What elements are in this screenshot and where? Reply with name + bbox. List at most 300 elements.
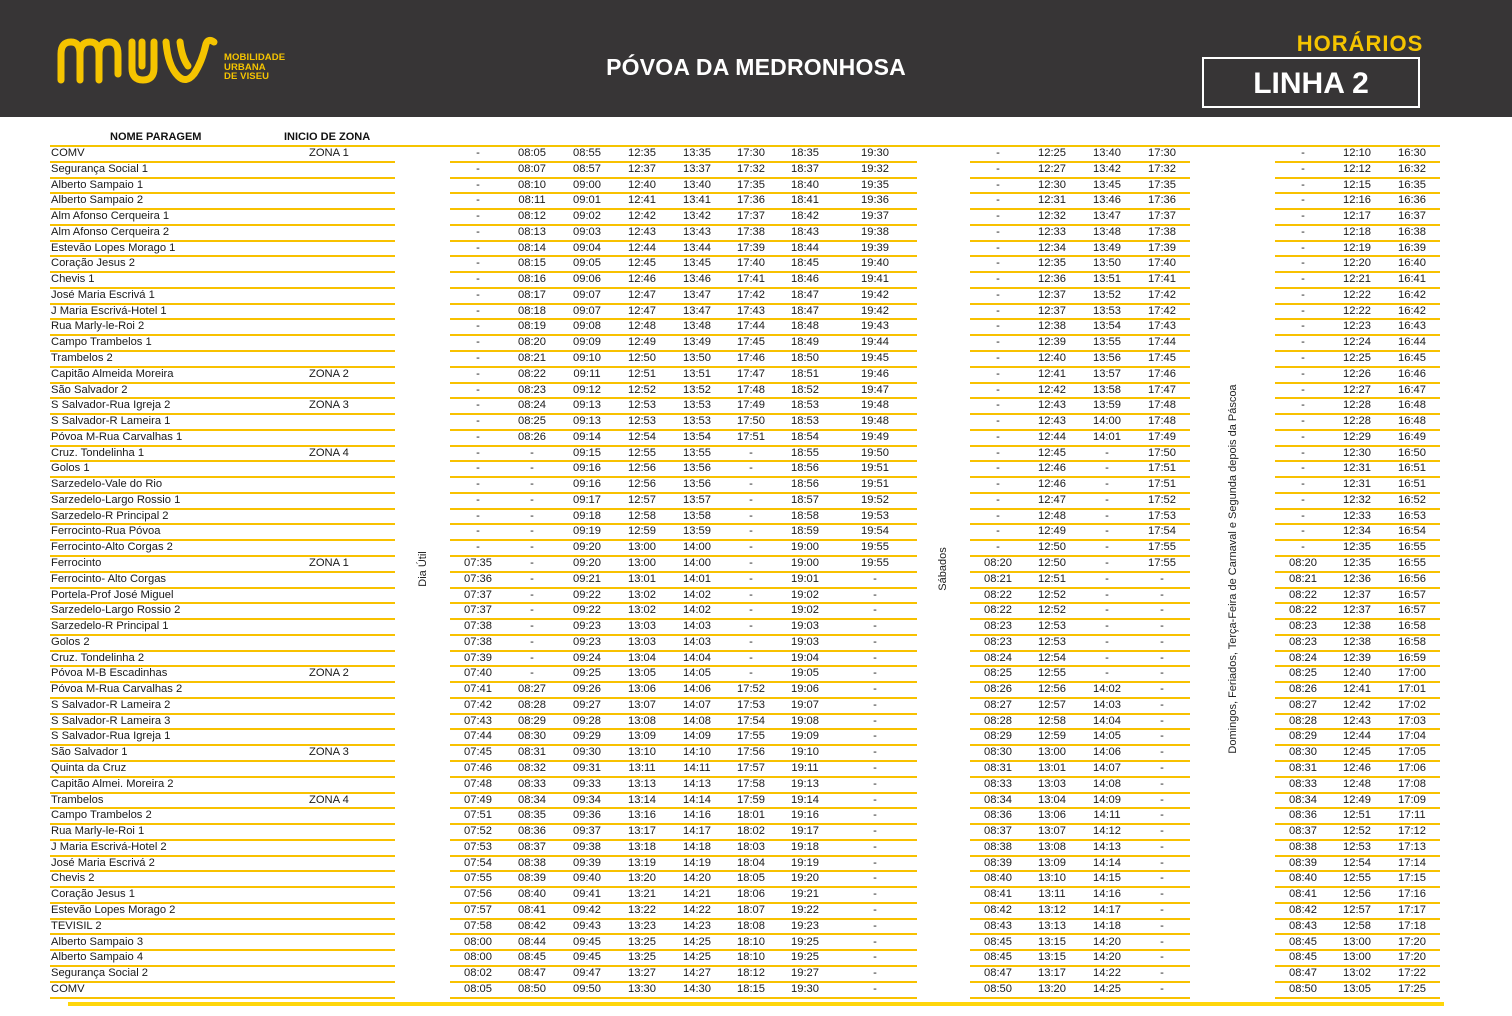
weekday-time: 12:47	[628, 304, 656, 317]
saturday-time: 08:47	[984, 967, 1012, 980]
table-row	[0, 809, 1512, 825]
stop-name: Alm Afonso Cerqueira 1	[51, 210, 170, 223]
saturday-time: -	[1160, 777, 1164, 790]
weekday-time: 17:35	[737, 178, 765, 191]
table-row	[0, 620, 1512, 636]
weekday-time: 18:47	[791, 304, 819, 317]
weekday-time: 09:04	[573, 241, 601, 254]
saturday-time: 12:43	[1038, 415, 1066, 428]
weekday-time: -	[530, 667, 534, 680]
saturday-time: 12:27	[1038, 162, 1066, 175]
weekday-time: 08:29	[518, 714, 546, 727]
stop-name: Coração Jesus 1	[51, 888, 135, 901]
weekday-time: -	[873, 919, 877, 932]
saturday-time: -	[996, 162, 1000, 175]
weekday-time: 08:18	[518, 304, 546, 317]
stop-name: COMV	[51, 147, 85, 159]
saturday-time: 17:43	[1148, 320, 1176, 333]
saturday-time: 08:25	[984, 667, 1012, 680]
weekday-time: 13:51	[683, 367, 711, 380]
weekday-time: 09:29	[573, 730, 601, 743]
saturday-time: 08:26	[984, 683, 1012, 696]
weekday-time: 19:00	[791, 541, 819, 554]
weekday-time: 17:49	[737, 399, 765, 412]
stop-name: São Salvador 1	[51, 746, 128, 759]
weekday-time: 19:01	[791, 572, 819, 585]
weekday-time: 19:25	[791, 935, 819, 948]
group-label-sunday-holidays: Domingos, Feriados, Terça-Feira de Carnaval e Segunda depois da Páscoa	[1227, 384, 1239, 754]
weekday-time: 13:45	[683, 257, 711, 270]
weekday-time: 19:51	[861, 478, 889, 491]
page-title: PÓVOA DA MEDRONHOSA	[606, 54, 906, 80]
weekday-time: 08:00	[464, 935, 492, 948]
sunday-time: 16:55	[1398, 541, 1426, 554]
saturday-time: 17:53	[1148, 509, 1176, 522]
weekday-time: -	[476, 383, 480, 396]
sunday-time: 12:41	[1343, 683, 1371, 696]
stop-name: São Salvador 2	[51, 383, 128, 396]
weekday-time: 09:08	[573, 320, 601, 333]
stop-name: S Salvador-Rua Igreja 1	[51, 730, 171, 743]
weekday-time: 19:14	[791, 793, 819, 806]
weekday-time: 09:13	[573, 415, 601, 428]
weekday-time: 08:57	[573, 162, 601, 175]
stop-name: Ferrocinto- Alto Corgas	[51, 572, 167, 585]
weekday-time: 13:08	[628, 714, 656, 727]
saturday-time: 12:34	[1038, 241, 1066, 254]
weekday-time: 19:22	[791, 903, 819, 916]
saturday-time: -	[1160, 730, 1164, 743]
weekday-time: -	[476, 462, 480, 475]
weekday-time: 19:45	[861, 352, 889, 364]
table-row	[0, 478, 1512, 494]
row-rule	[1275, 997, 1440, 999]
table-row	[0, 778, 1512, 794]
saturday-time: 14:07	[1093, 762, 1121, 775]
saturday-time: -	[996, 415, 1000, 428]
weekday-time: 12:49	[628, 336, 656, 349]
weekday-time: -	[530, 604, 534, 617]
sunday-time: 17:22	[1398, 967, 1426, 980]
sunday-time: -	[1301, 541, 1305, 554]
weekday-time: 13:02	[628, 604, 656, 617]
weekday-time: -	[530, 446, 534, 459]
saturday-time: 13:42	[1093, 162, 1121, 175]
sunday-time: 12:23	[1343, 320, 1371, 333]
saturday-time: -	[996, 525, 1000, 538]
weekday-time: 18:35	[791, 147, 819, 159]
saturday-time: -	[996, 147, 1000, 159]
sunday-time: 17:01	[1398, 683, 1426, 696]
row-rule	[50, 997, 395, 999]
weekday-time: 17:42	[737, 288, 765, 301]
table-row	[0, 920, 1512, 936]
saturday-time: 08:22	[984, 588, 1012, 601]
table-row	[0, 226, 1512, 242]
weekday-time: -	[476, 352, 480, 364]
weekday-time: -	[476, 493, 480, 506]
saturday-time: -	[1160, 604, 1164, 617]
weekday-time: -	[873, 856, 877, 869]
sunday-time: 08:31	[1289, 762, 1317, 775]
sunday-time: -	[1301, 462, 1305, 475]
sunday-time: 12:27	[1343, 383, 1371, 396]
sunday-time: 12:55	[1343, 872, 1371, 885]
table-row	[0, 573, 1512, 589]
weekday-time: -	[873, 935, 877, 948]
sunday-time: 12:30	[1343, 446, 1371, 459]
saturday-time: 13:48	[1093, 225, 1121, 238]
sunday-time: 16:39	[1398, 241, 1426, 254]
table-row	[0, 368, 1512, 384]
weekday-time: 12:43	[628, 225, 656, 238]
weekday-time: 18:01	[737, 809, 765, 822]
sunday-time: 12:28	[1343, 415, 1371, 428]
weekday-time: -	[530, 493, 534, 506]
weekday-time: 09:28	[573, 714, 601, 727]
weekday-time: -	[476, 525, 480, 538]
table-row	[0, 841, 1512, 857]
sunday-time: 16:45	[1398, 352, 1426, 364]
weekday-time: 07:40	[464, 667, 492, 680]
table-row	[0, 652, 1512, 668]
saturday-time: 12:30	[1038, 178, 1066, 191]
sunday-time: 12:45	[1343, 746, 1371, 759]
sunday-time: 16:57	[1398, 604, 1426, 617]
saturday-time: 17:46	[1148, 367, 1176, 380]
line-badge	[1202, 57, 1420, 108]
weekday-time: 14:21	[683, 888, 711, 901]
weekday-time: 07:37	[464, 604, 492, 617]
saturday-time: -	[1160, 935, 1164, 948]
weekday-time: 13:30	[628, 982, 656, 995]
weekday-time: 07:41	[464, 683, 492, 696]
weekday-time: 09:06	[573, 273, 601, 286]
stop-name: Capitão Almeida Moreira	[51, 367, 174, 380]
saturday-time: 13:40	[1093, 147, 1121, 159]
weekday-time: 09:16	[573, 478, 601, 491]
weekday-time: -	[476, 288, 480, 301]
weekday-time: 08:50	[518, 982, 546, 995]
weekday-time: -	[873, 651, 877, 664]
weekday-time: 14:25	[683, 935, 711, 948]
weekday-time: -	[873, 604, 877, 617]
weekday-time: 13:21	[628, 888, 656, 901]
saturday-time: 14:08	[1093, 777, 1121, 790]
weekday-time: 08:27	[518, 683, 546, 696]
saturday-time: 13:10	[1038, 872, 1066, 885]
weekday-time: 18:42	[791, 210, 819, 223]
weekday-time: 19:20	[791, 872, 819, 885]
weekday-time: 17:39	[737, 241, 765, 254]
weekday-time: 18:55	[791, 446, 819, 459]
weekday-time: 12:35	[628, 147, 656, 159]
weekday-time: 18:15	[737, 982, 765, 995]
weekday-time: 08:24	[518, 399, 546, 412]
saturday-time: -	[1160, 762, 1164, 775]
saturday-time: 12:47	[1038, 493, 1066, 506]
saturday-time: -	[1160, 809, 1164, 822]
sunday-time: 12:22	[1343, 304, 1371, 317]
weekday-time: 14:04	[683, 651, 711, 664]
weekday-time: 09:21	[573, 572, 601, 585]
weekday-time: 19:03	[791, 635, 819, 648]
weekday-time: 18:40	[791, 178, 819, 191]
weekday-time: 09:02	[573, 210, 601, 223]
weekday-time: 12:41	[628, 194, 656, 207]
stop-name: Rua Marly-le-Roi 2	[51, 320, 145, 333]
weekday-time: 14:23	[683, 919, 711, 932]
weekday-time: 13:02	[628, 588, 656, 601]
sunday-time: 16:37	[1398, 210, 1426, 223]
sunday-time: 16:48	[1398, 399, 1426, 412]
sunday-time: 16:36	[1398, 194, 1426, 207]
sunday-time: 16:50	[1398, 446, 1426, 459]
saturday-time: 13:49	[1093, 241, 1121, 254]
weekday-time: 13:40	[683, 178, 711, 191]
sunday-time: 17:20	[1398, 951, 1426, 964]
weekday-time: 13:35	[683, 147, 711, 159]
stop-name: Sarzedelo-R Principal 2	[51, 509, 169, 522]
saturday-time: 13:54	[1093, 320, 1121, 333]
sunday-time: 16:47	[1398, 383, 1426, 396]
weekday-time: 09:24	[573, 651, 601, 664]
weekday-time: 09:41	[573, 888, 601, 901]
stop-name: Sarzedelo-Largo Rossio 1	[51, 493, 181, 506]
stop-name: Póvoa M-Rua Carvalhas 1	[51, 430, 183, 443]
stop-name: Golos 2	[51, 635, 90, 648]
weekday-time: 12:59	[628, 525, 656, 538]
saturday-time: 14:15	[1093, 872, 1121, 885]
weekday-time: 09:45	[573, 935, 601, 948]
saturday-time: 12:57	[1038, 698, 1066, 711]
weekday-time: 14:06	[683, 683, 711, 696]
saturday-time: -	[996, 493, 1000, 506]
stop-name: José Maria Escrivá 1	[51, 288, 155, 301]
zone-start: ZONA 1	[309, 557, 349, 570]
horarios-label: HORÁRIOS	[1296, 31, 1424, 56]
weekday-time: 07:43	[464, 714, 492, 727]
stop-name: Golos 1	[51, 462, 90, 475]
weekday-time: 09:43	[573, 919, 601, 932]
sunday-time: -	[1301, 399, 1305, 412]
weekday-time: -	[476, 367, 480, 380]
weekday-time: 09:03	[573, 225, 601, 238]
weekday-time: -	[873, 793, 877, 806]
saturday-time: 12:40	[1038, 352, 1066, 364]
saturday-time: -	[996, 320, 1000, 333]
saturday-time: 13:57	[1093, 367, 1121, 380]
sunday-time: 12:37	[1343, 588, 1371, 601]
sunday-time: 08:34	[1289, 793, 1317, 806]
weekday-time: 12:53	[628, 415, 656, 428]
weekday-time: 14:18	[683, 840, 711, 853]
weekday-time: 13:27	[628, 967, 656, 980]
sunday-time: 08:45	[1289, 935, 1317, 948]
weekday-time: 14:07	[683, 698, 711, 711]
sunday-time: 12:54	[1343, 856, 1371, 869]
weekday-time: 17:43	[737, 304, 765, 317]
table-row	[0, 888, 1512, 904]
saturday-time: 14:09	[1093, 793, 1121, 806]
weekday-time: 19:27	[791, 967, 819, 980]
weekday-time: 13:42	[683, 210, 711, 223]
saturday-time: 12:53	[1038, 620, 1066, 633]
weekday-time: 07:51	[464, 809, 492, 822]
table-row	[0, 320, 1512, 336]
weekday-time: 09:07	[573, 304, 601, 317]
weekday-time: 18:49	[791, 336, 819, 349]
saturday-time: -	[996, 430, 1000, 443]
weekday-time: 17:47	[737, 367, 765, 380]
weekday-time: 14:00	[683, 541, 711, 554]
saturday-time: 13:15	[1038, 935, 1066, 948]
sunday-time: -	[1301, 509, 1305, 522]
sunday-time: 12:39	[1343, 651, 1371, 664]
sunday-time: 12:35	[1343, 541, 1371, 554]
table-row	[0, 525, 1512, 541]
weekday-time: 07:52	[464, 825, 492, 838]
saturday-time: -	[996, 446, 1000, 459]
weekday-time: 08:41	[518, 903, 546, 916]
weekday-time: 19:36	[861, 194, 889, 207]
weekday-time: -	[476, 336, 480, 349]
weekday-time: 12:37	[628, 162, 656, 175]
sunday-time: 08:33	[1289, 777, 1317, 790]
weekday-time: 09:14	[573, 430, 601, 443]
sunday-time: -	[1301, 147, 1305, 159]
weekday-time: -	[749, 651, 753, 664]
saturday-time: 12:41	[1038, 367, 1066, 380]
weekday-time: 07:45	[464, 746, 492, 759]
stop-name: Campo Trambelos 1	[51, 336, 152, 349]
sunday-time: -	[1301, 178, 1305, 191]
table-row	[0, 447, 1512, 463]
sunday-time: -	[1301, 210, 1305, 223]
weekday-time: 19:30	[791, 982, 819, 995]
sunday-time: 17:04	[1398, 730, 1426, 743]
saturday-time: 17:42	[1148, 304, 1176, 317]
saturday-time: -	[996, 210, 1000, 223]
weekday-time: -	[873, 777, 877, 790]
saturday-time: 13:13	[1038, 919, 1066, 932]
saturday-time: -	[996, 273, 1000, 286]
saturday-time: -	[1160, 572, 1164, 585]
weekday-time: -	[476, 273, 480, 286]
weekday-time: 19:08	[791, 714, 819, 727]
saturday-time: -	[1105, 604, 1109, 617]
weekday-time: 09:23	[573, 620, 601, 633]
weekday-time: 13:22	[628, 903, 656, 916]
saturday-time: 17:48	[1148, 399, 1176, 412]
saturday-time: 13:17	[1038, 967, 1066, 980]
weekday-time: 09:38	[573, 840, 601, 853]
weekday-time: 09:25	[573, 667, 601, 680]
weekday-time: -	[873, 667, 877, 680]
sunday-time: 12:44	[1343, 730, 1371, 743]
zone-start: ZONA 4	[309, 793, 349, 806]
weekday-time: 09:16	[573, 462, 601, 475]
weekday-time: -	[530, 635, 534, 648]
weekday-time: 13:50	[683, 352, 711, 364]
weekday-time: 13:55	[683, 446, 711, 459]
weekday-time: -	[476, 320, 480, 333]
weekday-time: -	[749, 462, 753, 475]
sunday-time: 17:15	[1398, 872, 1426, 885]
weekday-time: 17:32	[737, 162, 765, 175]
weekday-time: 13:06	[628, 683, 656, 696]
weekday-time: 19:03	[791, 620, 819, 633]
sunday-time: 08:38	[1289, 840, 1317, 853]
weekday-time: 18:06	[737, 888, 765, 901]
saturday-time: 17:51	[1148, 478, 1176, 491]
saturday-time: 17:47	[1148, 383, 1176, 396]
weekday-time: -	[873, 825, 877, 838]
weekday-time: 19:17	[791, 825, 819, 838]
weekday-time: 09:26	[573, 683, 601, 696]
weekday-time: 19:04	[791, 651, 819, 664]
weekday-time: 14:11	[683, 762, 711, 775]
row-rule	[970, 997, 1190, 999]
table-row	[0, 541, 1512, 557]
saturday-time: -	[1160, 588, 1164, 601]
weekday-time: 13:14	[628, 793, 656, 806]
table-row	[0, 242, 1512, 258]
stop-name: Coração Jesus 2	[51, 257, 135, 270]
sunday-time: 17:20	[1398, 935, 1426, 948]
sunday-time: 16:56	[1398, 572, 1426, 585]
table-row	[0, 384, 1512, 400]
weekday-time: 18:10	[737, 935, 765, 948]
sunday-time: 12:18	[1343, 225, 1371, 238]
stop-name: Estevão Lopes Morago 2	[51, 903, 176, 916]
weekday-time: 07:55	[464, 872, 492, 885]
weekday-time: 09:31	[573, 762, 601, 775]
weekday-time: 19:49	[861, 430, 889, 443]
weekday-time: 19:53	[861, 509, 889, 522]
weekday-time: 07:54	[464, 856, 492, 869]
stop-name: Trambelos	[51, 793, 104, 806]
saturday-time: -	[1105, 572, 1109, 585]
sunday-time: 17:05	[1398, 746, 1426, 759]
weekday-time: -	[476, 241, 480, 254]
weekday-time: -	[476, 446, 480, 459]
weekday-time: 09:20	[573, 557, 601, 570]
saturday-time: 17:36	[1148, 194, 1176, 207]
weekday-time: 09:15	[573, 446, 601, 459]
weekday-time: 12:53	[628, 399, 656, 412]
saturday-time: 17:50	[1148, 446, 1176, 459]
saturday-time: -	[1105, 509, 1109, 522]
sunday-time: -	[1301, 525, 1305, 538]
sunday-time: -	[1301, 273, 1305, 286]
weekday-time: 13:48	[683, 320, 711, 333]
weekday-time: 09:13	[573, 399, 601, 412]
weekday-time: 13:56	[683, 478, 711, 491]
saturday-time: 12:42	[1038, 383, 1066, 396]
weekday-time: 09:39	[573, 856, 601, 869]
saturday-time: 17:40	[1148, 257, 1176, 270]
weekday-time: 17:59	[737, 793, 765, 806]
weekday-time: 07:38	[464, 635, 492, 648]
weekday-time: 09:12	[573, 383, 601, 396]
sunday-time: 16:40	[1398, 257, 1426, 270]
weekday-time: 17:57	[737, 762, 765, 775]
weekday-time: -	[873, 903, 877, 916]
table-row	[0, 257, 1512, 273]
zone-start: ZONA 2	[309, 367, 349, 380]
weekday-time: 17:44	[737, 320, 765, 333]
